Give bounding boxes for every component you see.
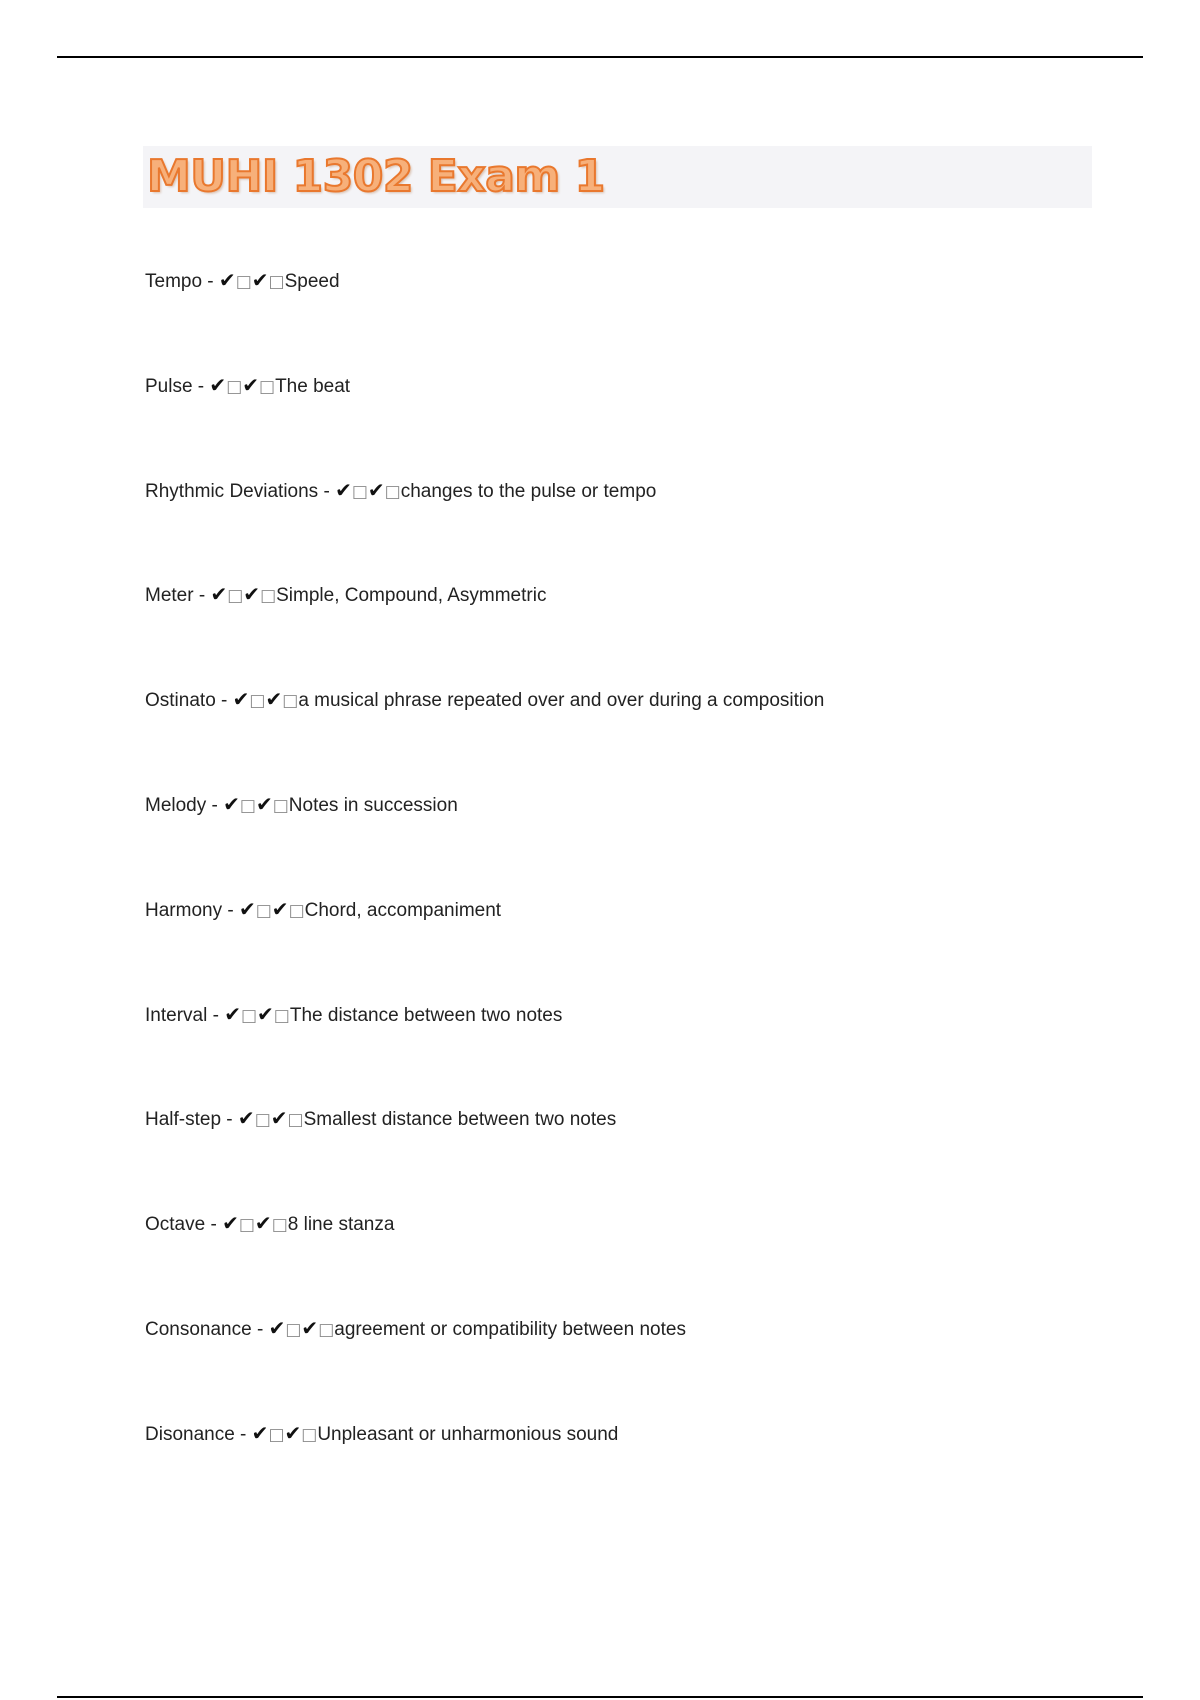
check-icon: ✔ bbox=[335, 477, 352, 502]
box-icon: □ bbox=[239, 795, 256, 816]
footer-rule bbox=[57, 1696, 1143, 1698]
definition: The distance between two notes bbox=[289, 1004, 563, 1026]
check-icon: ✔ bbox=[243, 582, 261, 607]
term-item: Tempo - ✔□✔□Speed bbox=[145, 268, 340, 292]
box-icon: □ bbox=[301, 1424, 318, 1445]
definition: 8 line stanza bbox=[287, 1214, 395, 1236]
definition: The beat bbox=[275, 375, 351, 397]
box-icon: □ bbox=[285, 1319, 302, 1340]
definition: Speed bbox=[284, 271, 340, 292]
title-band bbox=[143, 146, 1092, 208]
definition: a musical phrase repeated over and over during a composition bbox=[298, 690, 825, 712]
check-icon: ✔ bbox=[242, 372, 260, 397]
term: Rhythmic Deviations bbox=[145, 480, 319, 502]
check-icon: ✔ bbox=[232, 687, 250, 712]
box-icon: □ bbox=[235, 272, 252, 292]
box-icon: □ bbox=[254, 1110, 271, 1131]
definition: Simple, Compound, Asymmetric bbox=[276, 585, 547, 607]
box-icon: □ bbox=[288, 900, 305, 921]
document-title: MUHI 1302 Exam 1 bbox=[147, 151, 605, 202]
box-icon: □ bbox=[240, 1005, 258, 1026]
box-icon: □ bbox=[260, 586, 277, 607]
definition: agreement or compatibility between notes bbox=[334, 1318, 686, 1340]
box-icon: □ bbox=[259, 376, 276, 397]
check-icon: ✔ bbox=[237, 1106, 255, 1131]
term-item: Octave - ✔□✔□8 line stanza bbox=[145, 1211, 395, 1236]
term: Pulse bbox=[145, 375, 193, 397]
box-icon: □ bbox=[268, 272, 285, 292]
term-item: Interval - ✔□✔□The distance between two notes bbox=[145, 1001, 563, 1026]
term: Half-step bbox=[145, 1109, 222, 1131]
box-icon: □ bbox=[273, 1005, 290, 1026]
term-item: Pulse - ✔□✔□The beat bbox=[145, 372, 351, 397]
box-icon: □ bbox=[226, 376, 243, 397]
check-icon: ✔ bbox=[254, 1211, 272, 1236]
definition: changes to the pulse or tempo bbox=[400, 480, 657, 502]
check-icon: ✔ bbox=[265, 687, 283, 712]
definition: Unpleasant or unharmonious sound bbox=[317, 1423, 619, 1445]
term-item: Rhythmic Deviations - ✔□✔□changes to the pulse or tempo bbox=[145, 477, 657, 502]
term: Octave bbox=[145, 1214, 206, 1236]
term: Meter bbox=[145, 585, 194, 607]
term: Melody bbox=[145, 794, 207, 816]
term-item: Ostinato - ✔□✔□a musical phrase repeated over and over during a composition bbox=[145, 687, 825, 712]
box-icon: □ bbox=[282, 691, 299, 712]
term: Disonance bbox=[145, 1423, 235, 1445]
term-item: Meter - ✔□✔□Simple, Compound, Asymmetric bbox=[145, 582, 547, 607]
term-item: Consonance - ✔□✔□agreement or compatibility between notes bbox=[145, 1315, 686, 1340]
term-item: Half-step - ✔□✔□Smallest distance between two notes bbox=[145, 1106, 617, 1131]
check-icon: ✔ bbox=[223, 791, 240, 816]
check-icon: ✔ bbox=[209, 372, 227, 397]
term-item: Harmony - ✔□✔□Chord, accompaniment bbox=[145, 896, 502, 921]
box-icon: □ bbox=[272, 795, 289, 816]
definition: Notes in succession bbox=[288, 794, 458, 816]
term: Harmony bbox=[145, 899, 223, 921]
box-icon: □ bbox=[384, 481, 401, 502]
check-icon: ✔ bbox=[222, 1211, 239, 1236]
definition: Chord, accompaniment bbox=[304, 899, 502, 921]
box-icon: □ bbox=[268, 1424, 285, 1445]
check-icon: ✔ bbox=[210, 582, 228, 607]
box-icon: □ bbox=[255, 900, 272, 921]
check-icon: ✔ bbox=[301, 1315, 319, 1340]
term-list bbox=[145, 262, 1105, 1520]
box-icon: □ bbox=[287, 1110, 304, 1131]
box-icon: □ bbox=[271, 1215, 288, 1236]
check-icon: ✔ bbox=[251, 1420, 269, 1445]
term-item: Melody - ✔□✔□Notes in succession bbox=[145, 791, 458, 816]
check-icon: ✔ bbox=[268, 1315, 286, 1340]
header-rule bbox=[57, 56, 1143, 58]
check-icon: ✔ bbox=[251, 268, 269, 292]
term: Interval bbox=[145, 1004, 208, 1026]
box-icon: □ bbox=[318, 1319, 335, 1340]
box-icon: □ bbox=[249, 691, 266, 712]
check-icon: ✔ bbox=[255, 791, 273, 816]
check-icon: ✔ bbox=[257, 1001, 274, 1026]
check-icon: ✔ bbox=[238, 896, 256, 921]
box-icon: □ bbox=[238, 1215, 255, 1236]
check-icon: ✔ bbox=[270, 1106, 288, 1131]
check-icon: ✔ bbox=[284, 1420, 302, 1445]
box-icon: □ bbox=[351, 481, 368, 502]
term: Ostinato bbox=[145, 690, 216, 712]
definition: Smallest distance between two notes bbox=[303, 1109, 617, 1131]
check-icon: ✔ bbox=[224, 1001, 241, 1026]
check-icon: ✔ bbox=[218, 268, 236, 292]
term: Tempo bbox=[145, 271, 203, 292]
term: Consonance bbox=[145, 1318, 252, 1340]
check-icon: ✔ bbox=[271, 896, 289, 921]
check-icon: ✔ bbox=[367, 477, 385, 502]
term-item: Disonance - ✔□✔□Unpleasant or unharmonious sound bbox=[145, 1420, 619, 1445]
box-icon: □ bbox=[227, 586, 244, 607]
